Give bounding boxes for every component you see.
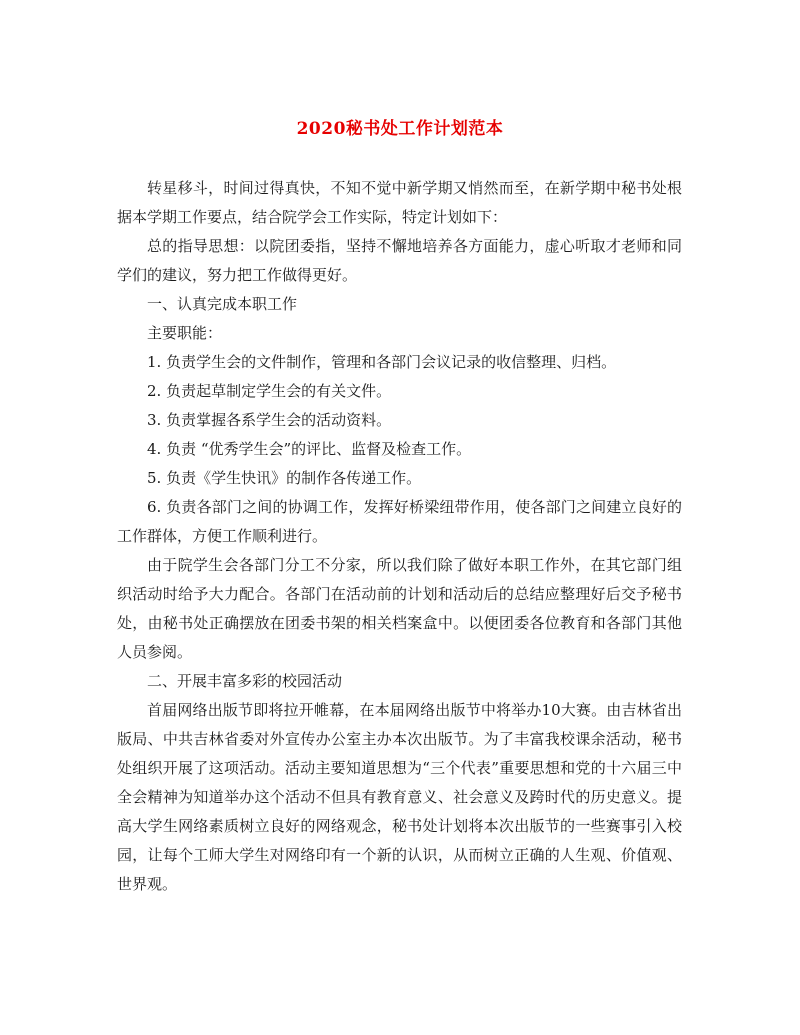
paragraph-main-duties-label: 主要职能： <box>147 324 223 342</box>
section-heading-1: 一、认真完成本职工作 <box>147 295 298 313</box>
paragraph-guiding-principle: 总的指导思想：以院团委指，坚持不懈地培养各方面能力，虚心听取才老师和同学们的建议，努力把工作做得更好。 <box>117 237 682 284</box>
list-item-duty-4: 4. 负责 “优秀学生会”的评比、监督及检查工作。 <box>147 440 472 458</box>
paragraph-cooperation: 由于院学生会各部门分工不分家，所以我们除了做好本职工作外，在其它部门组织活动时给予大力配合。各部门在活动前的计划和活动后的总结应整理好后交予秘书处，由秘书处正确摆放在团委书架的相关档案盒中。以便团委各位教育和各部门其他人员参阅。 <box>117 556 682 661</box>
section-heading-2: 二、开展丰富多彩的校园活动 <box>147 672 343 690</box>
list-item-duty-1: 1. 负责学生会的文件制作，管理和各部门会议记录的收信整理、归档。 <box>147 353 617 371</box>
list-item-duty-6: 6. 负责各部门之间的协调工作，发挥好桥梁纽带作用，使各部门之间建立良好的工作群体，方便工作顺利进行。 <box>117 498 682 545</box>
list-item-duty-2: 2. 负责起草制定学生会的有关文件。 <box>147 382 392 400</box>
document-title: 2020秘书处工作计划范本 <box>296 119 504 139</box>
paragraph-publishing-festival: 首届网络出版节即将拉开帷幕，在本届网络出版节中将举办10大赛。由吉林省出版局、中共吉林省委对外宣传办公室主办本次出版节。为了丰富我校课余活动，秘书处组织开展了这项活动。活动主要知道思想为“三个代表”重要思想和党的十六届三中全会精神为知道举办这个活动不但具有教育意义、社会意义及跨时代的历史意义。提高大学生网络素质树立良好的网络观念，秘书处计划将本次出版节的一些赛事引入校园，让每个工师大学生对网络印有一个新的认识，从而树立正确的人生观、价值观、世界观。 <box>117 701 682 893</box>
paragraph-intro: 转星移斗，时间过得真快，不知不觉中新学期又悄然而至，在新学期中秘书处根据本学期工作要点，结合院学会工作实际，特定计划如下： <box>117 179 682 226</box>
document-body <box>117 174 682 899</box>
list-item-duty-5: 5. 负责《学生快讯》的制作各传递工作。 <box>147 469 422 487</box>
list-item-duty-3: 3. 负责掌握各系学生会的活动资料。 <box>147 411 392 429</box>
